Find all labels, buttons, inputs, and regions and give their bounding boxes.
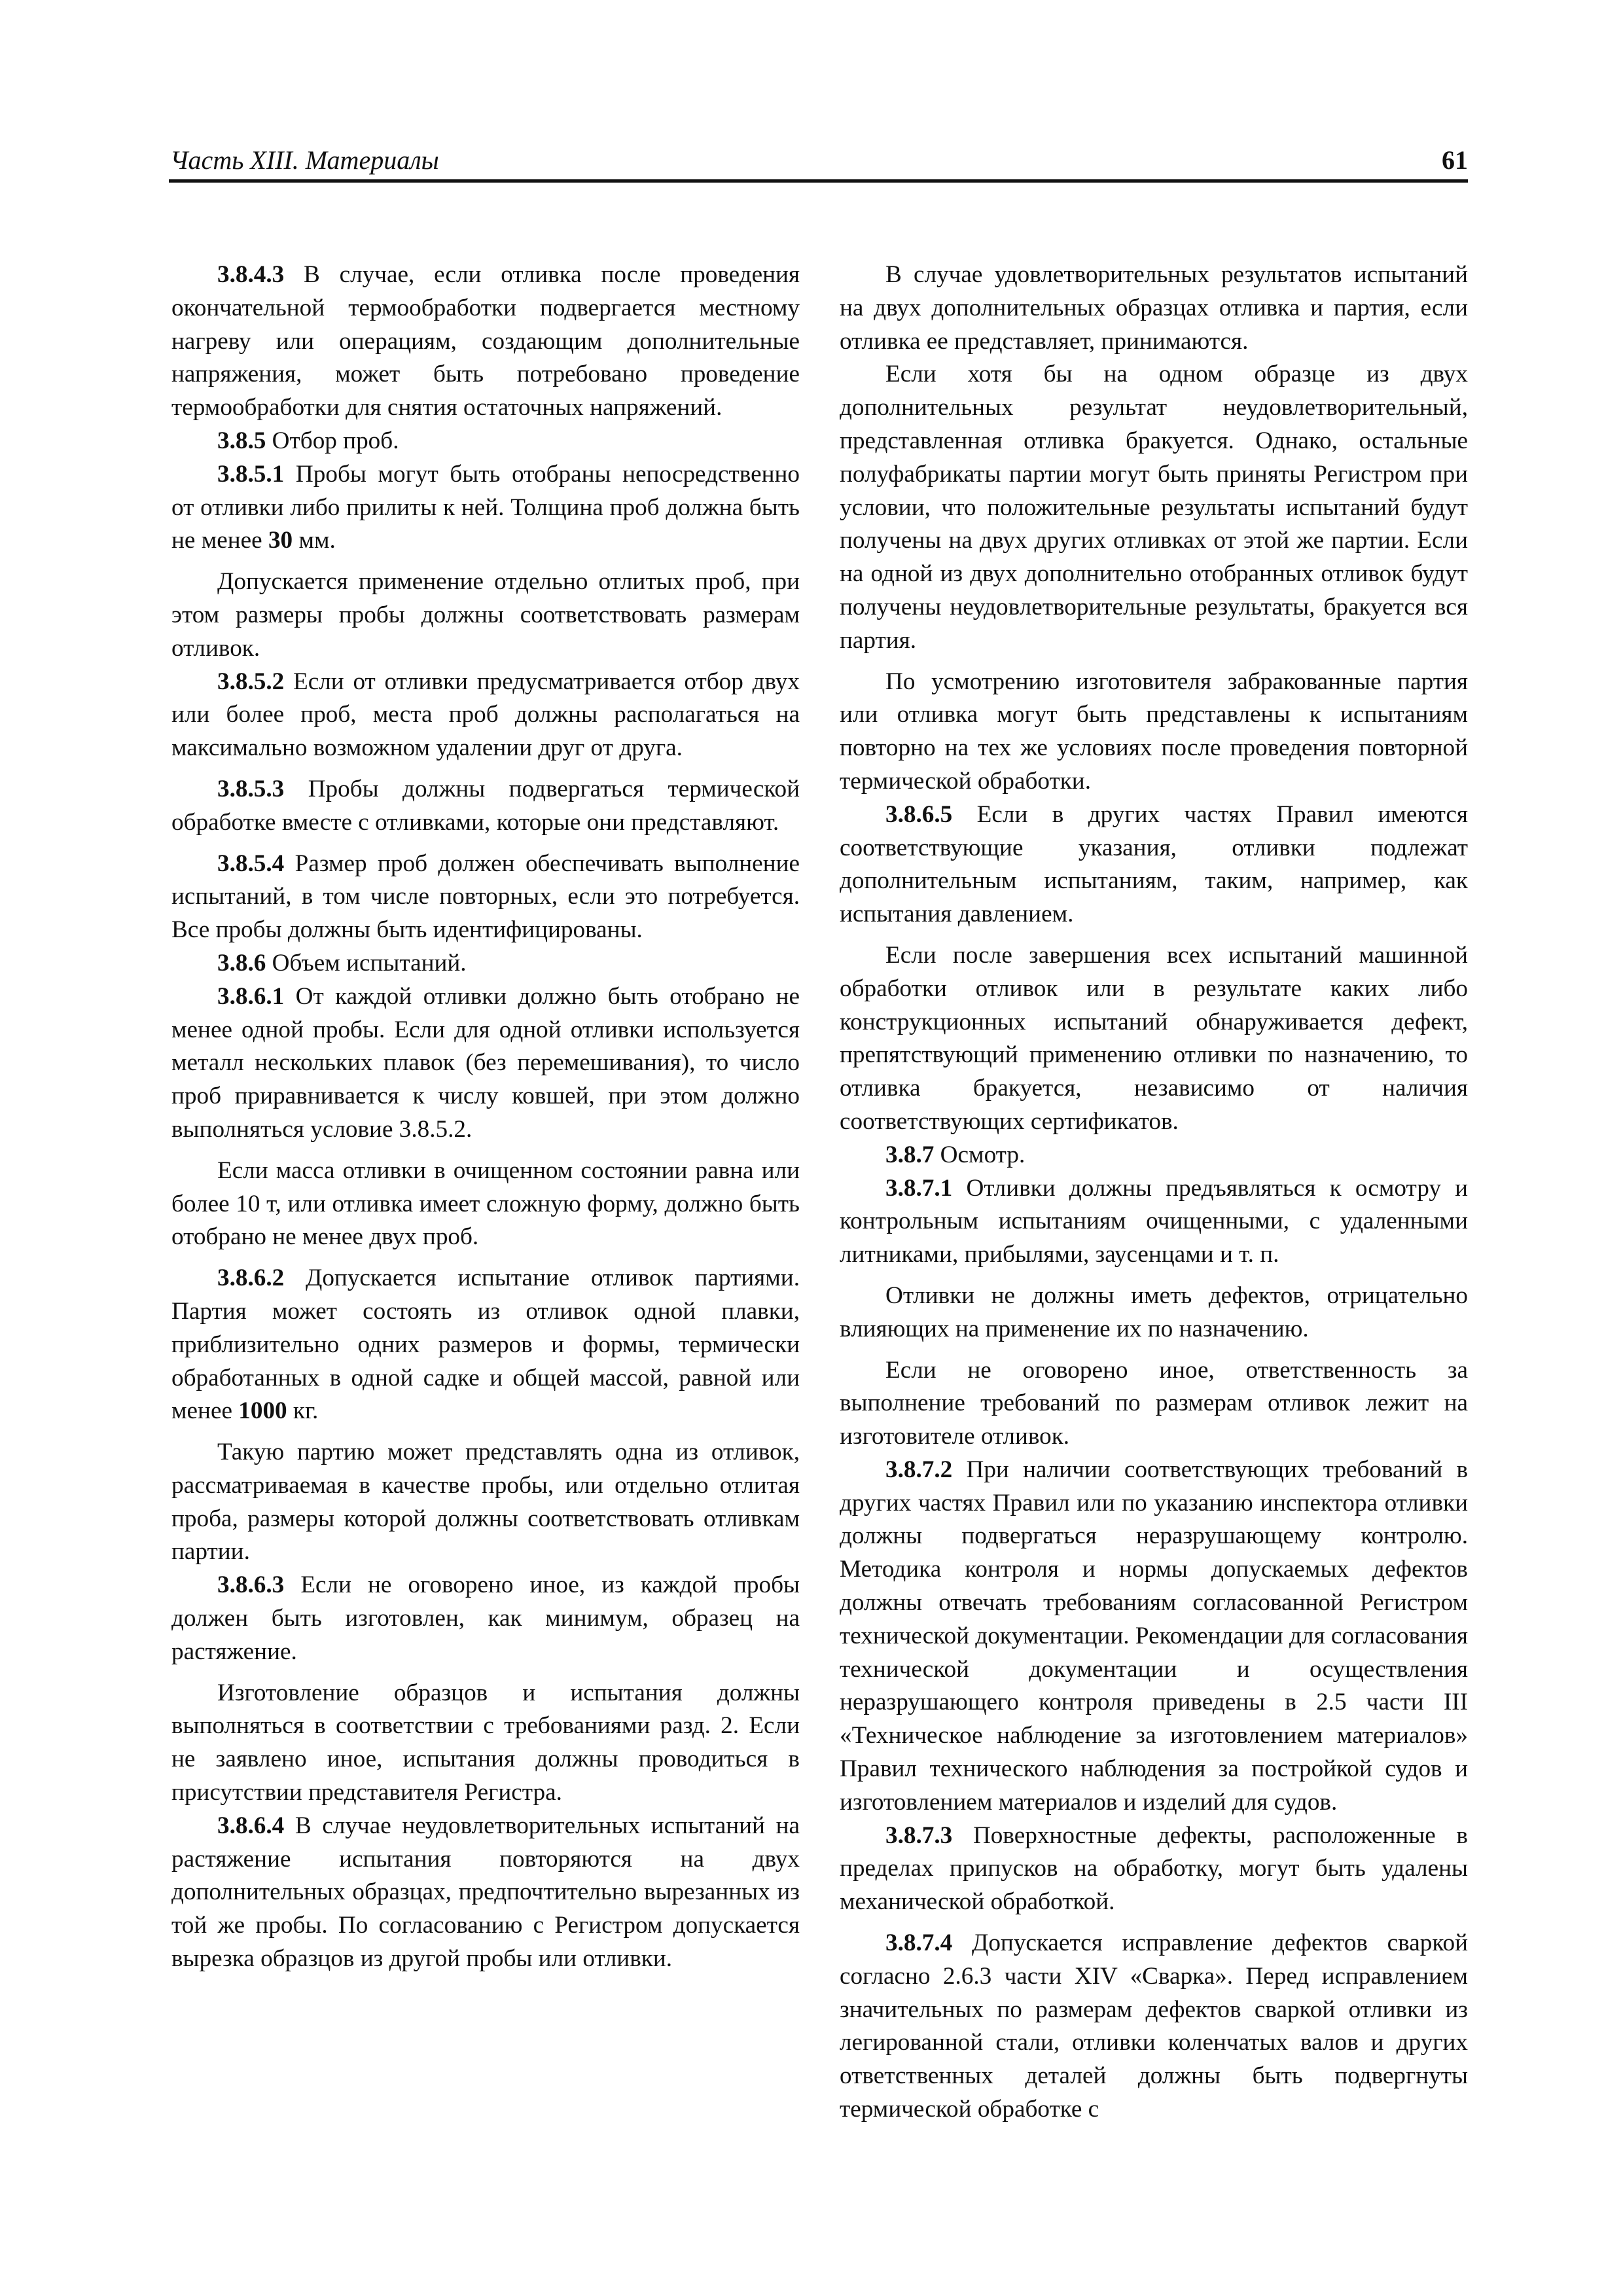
clause-number: 3.8.6 [217,949,266,977]
clause-number: 3.8.6.4 [217,1812,285,1839]
clause-number: 3.8.7.2 [885,1456,953,1483]
paragraph-3-8-5-1 [171,458,800,558]
clause-number: 3.8.5.1 [217,460,285,488]
section-heading: Осмотр. [940,1141,1026,1168]
clause-number: 3.8.6.3 [217,1571,285,1599]
paragraph-3-8-5-4 [171,848,800,947]
clause-number: 3.8.7.1 [885,1174,953,1202]
heading-3-8-7 [840,1139,1468,1172]
section-heading: Отбор проб. [272,427,399,454]
clause-number: 3.8.7.4 [885,1929,953,1957]
paragraph-text: Если масса отливки в очищенном состоянии равна или более 10 т, или отливка имеет сложную форму, должно быть отобрано не менее двух проб. [171,1157,800,1251]
paragraph-text: В случае удовлетворительных результатов испытаний на двух дополнительных образцах отливка и партия, если отливка ее представляет, принимаются. [840,261,1468,355]
clause-number: 3.8.4.3 [217,261,285,288]
running-header [169,145,1468,183]
paragraph-text-tail: части XIV «Сварка». Перед исправлением значительных по размерам дефектов сваркой отливки из легированной стали, отливки коленчатых валов и других ответственных деталей должны быть подвергнуты термической обработке с [840,1962,1468,2123]
paragraph-3-8-7-3 [840,1820,1468,1919]
paragraph-text: Размер проб должен обеспечивать выполнение испытаний, в том числе повторных, если это потребуется. Все пробы должны быть идентифицированы. [171,850,800,944]
paragraph-text: В случае, если отливка после проведения окончательной термообработки подвергается местному нагреву или операциям, создающим дополнительные напряжения, может быть потребовано проведение термообработки для снятия остаточных напряжений. [171,261,800,422]
paragraph-text: От каждой отливки должно быть отобрано не менее одной пробы. Если для одной отливки используется металл нескольких плавок (без перемешивания), то число проб приравнивается к числу ковшей, при этом должно выполняться условие [171,982,800,1143]
clause-reference: 2.6.3 [942,1962,992,1990]
paragraph-3-8-7-4 [840,1927,1468,2126]
paragraph-text: Поверхностные дефекты, расположенные в пределах припусков на обработку, могут быть удалены механической обработкой. [840,1821,1468,1916]
paragraph [171,1155,800,1254]
paragraph-3-8-6-3 [171,1569,800,1668]
clause-number: 3.8.6.2 [217,1265,285,1292]
heading-3-8-6 [171,947,800,980]
clause-number: 3.8.7.3 [885,1821,953,1849]
section-heading: Объем испытаний. [272,949,467,977]
paragraph [171,1436,800,1569]
paragraph-text: В случае неудовлетворительных испытаний на растяжение испытания повторяются на двух дополнительных образцах, предпочтительно вырезанных из той же пробы. По согласованию с Регистром допускается вырезка образцов из другой пробы или отливки. [171,1812,800,1973]
clause-number: 3.8.7 [885,1141,935,1168]
paragraph [840,666,1468,798]
clause-number: 3.8.5.2 [217,668,285,695]
clause-number: 3.8.5 [217,427,266,454]
paragraph-text: Допускается применение отдельно отлитых проб, при этом размеры пробы должны соответствовать размерам отливок. [171,568,800,662]
paragraph-text: Пробы могут быть отобраны непосредственно от отливки либо прилиты к ней. Толщина проб должна быть не менее [171,460,800,554]
header-title: Часть XIII. Материалы [170,145,439,175]
left-column [171,259,800,1976]
paragraph-3-8-7-1 [840,1172,1468,1272]
paragraph-text: Если после завершения всех испытаний машинной обработки отливок или в результате каких либо конструкционных испытаний обнаруживается дефект, препятствующий применению отливки по назначению, то отливка бракуется, независимо от наличия соответствующих сертификатов. [840,941,1468,1135]
paragraph [171,565,800,665]
paragraph [840,1354,1468,1454]
bold-value: 1000 [238,1397,287,1425]
paragraph-3-8-6-2 [171,1262,800,1428]
clause-reference: 3.8.5.2. [399,1115,473,1143]
paragraph-text: Допускается исправление дефектов сваркой согласно [840,1929,1468,1990]
clause-number: 3.8.5.4 [217,850,285,877]
paragraph-text: Пробы должны подвергаться термической обработке вместе с отливками, которые они представляют. [171,775,800,836]
paragraph-text: При наличии соответствующих требований в других частях Правил или по указанию инспектора отливки должны подвергаться неразрушающему контролю. Методика контроля и нормы допускаемых дефектов должны отвечать требованиям согласованной Регистром технической документации. Рекомендации для согласования технической документации и осуществления неразрушающего контроля приведены в 2.5 части III «Техническое наблюдение за изготовлением материалов» Правил технического наблюдения за постройкой судов и изготовлением материалов и изделий для судов. [840,1456,1469,1816]
paragraph-text: Допускается испытание отливок партиями. Партия может состоять из отливок одной плавки, приблизительно одних размеров и формы, термически обработанных в одной садке и общей массой, равной или менее [171,1265,800,1425]
paragraph-3-8-4-3 [171,259,800,425]
clause-number: 3.8.6.5 [885,800,953,828]
paragraph-3-8-6-5 [840,798,1468,931]
paragraph-text: Отливки должны предъявляться к осмотру и контрольным испытаниям очищенными, с удаленными литниками, прибылями, заусенцами и т. п. [840,1174,1469,1268]
paragraph [840,939,1468,1139]
paragraph-3-8-5-3 [171,773,800,840]
paragraph-text: Изготовление образцов и испытания должны выполняться в соответствии с требованиями разд. 2. Если не заявлено иное, испытания должны проводиться в присутствии представителя Регистра. [171,1679,800,1806]
bold-value: 30 [268,527,293,554]
paragraph-3-8-7-2 [840,1454,1468,1820]
paragraph [840,259,1468,358]
paragraph-text-tail: мм. [298,527,336,554]
paragraph-text: Такую партию может представлять одна из отливок, рассматриваемая в качестве пробы, или отдельно отлитая проба, размеры которой должны соответствовать отливкам партии. [171,1439,800,1566]
paragraph-3-8-6-1 [171,980,800,1147]
paragraph [840,1280,1468,1346]
paragraph-text-tail: кг. [293,1397,319,1425]
paragraph-text: Если хотя бы на одном образце из двух дополнительных результат неудовлетворительный, представленная отливка бракуется. Однако, остальные полуфабрикаты партии могут быть приняты Регистром при условии, что положительные результаты испытаний будут получены на двух других отливках от этой же партии. Если на одной из двух дополнительно отобранных отливок будут получены неудовлетворительные результаты, бракуется вся партия. [840,361,1468,654]
paragraph [840,358,1468,657]
paragraph-text: Отливки не должны иметь дефектов, отрицательно влияющих на применение их по назначению. [840,1282,1468,1342]
page-number: 61 [1442,145,1468,175]
paragraph-3-8-5-2 [171,666,800,765]
paragraph-text: Если не оговорено иное, ответственность за выполнение требований по размерам отливок лежит на изготовителе отливок. [840,1356,1468,1450]
paragraph-3-8-6-4 [171,1810,800,1976]
heading-3-8-5 [171,425,800,458]
paragraph-text: По усмотрению изготовителя забракованные партия или отливка могут быть представлены к испытаниям повторно на тех же условиях после проведения повторной термической обработки. [840,668,1468,795]
paragraph-text: Если в других частях Правил имеются соответствующие указания, отливки подлежат дополнительным испытаниям, таким, например, как испытания давлением. [840,800,1468,928]
right-column [840,259,1468,2126]
paragraph-text: Если от отливки предусматривается отбор двух или более проб, места проб должны располагаться на максимально возможном удалении друг от друга. [171,668,800,762]
clause-number: 3.8.5.3 [217,775,285,802]
paragraph [171,1677,800,1810]
paragraph-text: Если не оговорено иное, из каждой пробы должен быть изготовлен, как минимум, образец на растяжение. [171,1571,800,1665]
clause-number: 3.8.6.1 [217,982,285,1010]
